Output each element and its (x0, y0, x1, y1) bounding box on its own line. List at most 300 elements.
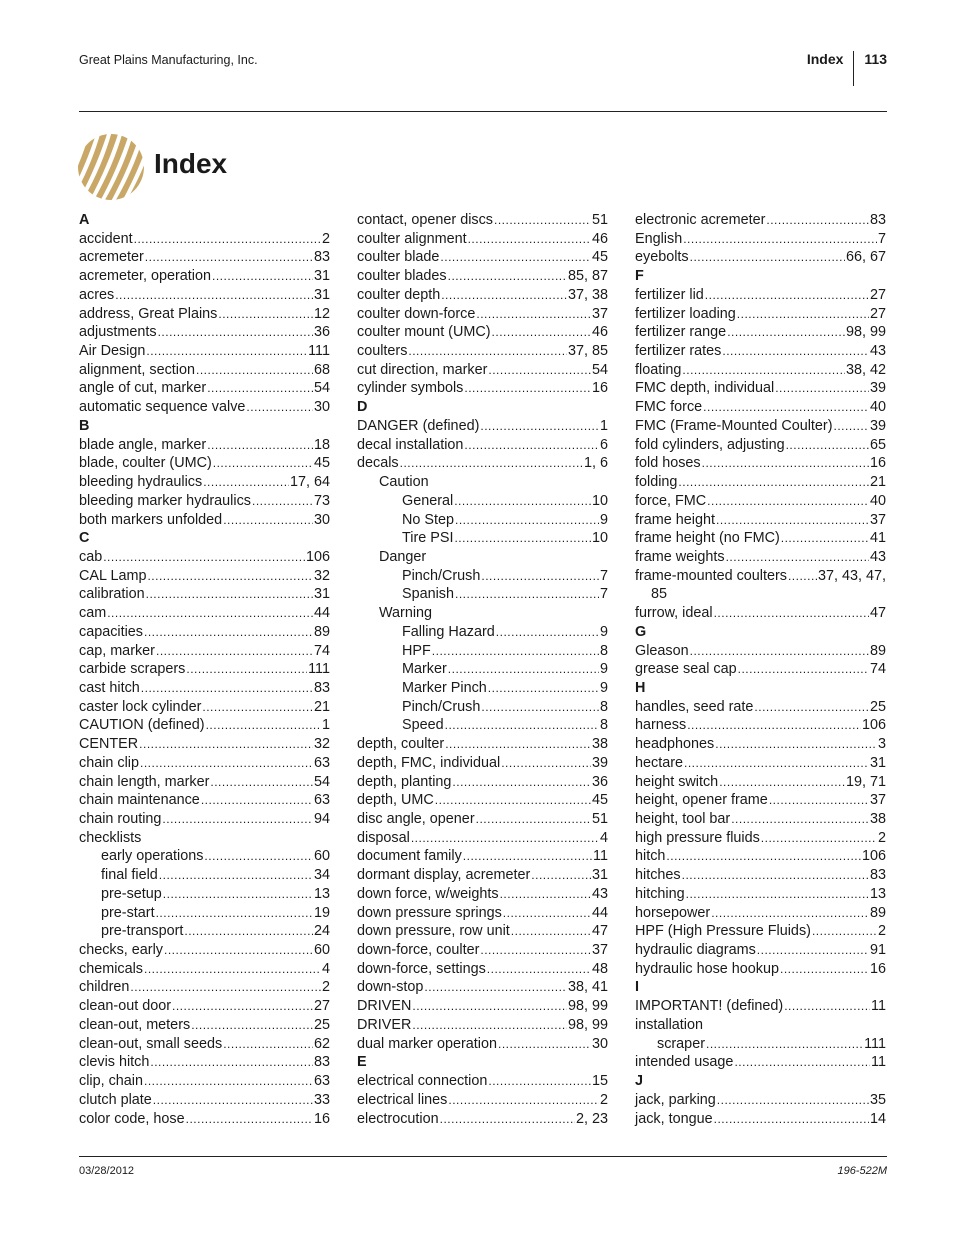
index-entry (357, 323, 608, 342)
index-entry (635, 941, 886, 960)
index-term: dormant display, acremeter (357, 867, 531, 884)
index-term: clevis hitch (79, 1054, 150, 1071)
index-page-ref: 19, 71 (845, 773, 886, 790)
index-term: chain clip (79, 754, 139, 771)
index-page-ref: 16 (591, 380, 608, 397)
index-entry (79, 305, 330, 324)
index-entry (635, 997, 886, 1016)
dot-leader (722, 342, 869, 361)
index-entry (357, 660, 608, 679)
index-term: clutch plate (79, 1091, 152, 1108)
index-entry (635, 398, 886, 417)
index-letter-heading: E (357, 1054, 367, 1071)
dot-leader (163, 885, 313, 904)
index-page-ref: 45 (591, 792, 608, 809)
index-page-ref: 37 (869, 792, 886, 809)
dot-leader (130, 978, 321, 997)
dot-leader (223, 1035, 313, 1054)
dot-leader (481, 567, 599, 586)
index-page-ref: 44 (591, 904, 608, 921)
index-entry (357, 716, 608, 735)
index-page-ref: 47 (591, 923, 608, 940)
dot-leader (757, 941, 869, 960)
index-entry (357, 436, 608, 455)
index-page-ref: 37, 43, 47, (817, 567, 886, 584)
index-column-2 (357, 211, 608, 1128)
index-letter-heading: B (79, 417, 90, 434)
index-entry (357, 379, 608, 398)
index-entry (79, 735, 330, 754)
header-right (807, 51, 887, 86)
dot-leader (511, 922, 591, 941)
index-entry (79, 810, 330, 829)
index-page-ref: 2 (599, 1091, 608, 1108)
index-page-ref: 8 (599, 642, 608, 659)
dot-leader (400, 454, 583, 473)
index-page-ref: 54 (313, 773, 330, 790)
index-entry (635, 529, 886, 548)
index-entry (357, 698, 608, 717)
index-page-ref: 38 (591, 736, 608, 753)
index-subheading: checklists (79, 829, 142, 846)
index-term: decals (357, 455, 399, 472)
index-term: coulter blades (357, 268, 447, 285)
index-page-ref: 9 (599, 661, 608, 678)
index-entry (635, 922, 886, 941)
index-entry (357, 585, 608, 604)
index-entry (79, 1072, 330, 1091)
index-entry (79, 716, 330, 735)
index-entry (79, 1016, 330, 1035)
index-entry (357, 511, 608, 530)
index-page-ref: 2 (321, 230, 330, 247)
index-term: clip, chain (79, 1073, 143, 1090)
dot-leader (252, 492, 313, 511)
dot-leader (754, 698, 869, 717)
great-plains-logo-icon (77, 133, 145, 201)
dot-leader (186, 660, 307, 679)
index-entry (79, 679, 330, 698)
index-term: bleeding marker hydraulics (79, 492, 251, 509)
index-column-1 (79, 211, 330, 1128)
index-page-ref: 2, 23 (575, 1110, 608, 1127)
index-entry (635, 230, 886, 249)
index-page-ref: 39 (591, 754, 608, 771)
index-entry (357, 492, 608, 511)
index-entry (79, 1091, 330, 1110)
index-term: coulters (357, 343, 408, 360)
index-term: frame height (no FMC) (635, 530, 780, 547)
index-page-ref: 46 (591, 324, 608, 341)
index-term: address, Great Plains (79, 305, 218, 322)
dot-leader (411, 829, 599, 848)
index-page-ref: 63 (313, 1073, 330, 1090)
index-entry (635, 866, 886, 885)
index-term: alignment, section (79, 361, 195, 378)
dot-leader (476, 305, 591, 324)
index-page-ref: 4 (321, 960, 330, 977)
index-term: pre-setup (101, 885, 162, 902)
index-entry (635, 698, 886, 717)
dot-leader (223, 511, 313, 530)
index-term: decal installation (357, 436, 464, 453)
dot-leader (464, 436, 599, 455)
index-entry (635, 323, 886, 342)
index-term: frame-mounted coulters (635, 567, 787, 584)
index-entry (357, 361, 608, 380)
index-page-ref: 7 (599, 567, 608, 584)
dot-leader (731, 810, 869, 829)
index-entry (635, 454, 886, 473)
dot-leader (727, 323, 845, 342)
index-entry (79, 866, 330, 885)
index-entry (79, 567, 330, 586)
dot-leader (501, 754, 591, 773)
dot-leader (432, 642, 599, 661)
index-page-ref: 44 (313, 605, 330, 622)
dot-leader (714, 604, 869, 623)
index-page-ref: 46 (591, 230, 608, 247)
index-page-ref: 11 (593, 848, 608, 865)
index-term: cab (79, 548, 103, 565)
index-page-ref: 98, 99 (845, 324, 886, 341)
index-term: height, opener frame (635, 792, 768, 809)
dot-leader (480, 941, 591, 960)
index-entry (635, 548, 886, 567)
index-page-ref: 45 (591, 249, 608, 266)
index-term: capacities (79, 623, 143, 640)
index-page-ref: 37, 85 (567, 343, 608, 360)
index-term: furrow, ideal (635, 605, 713, 622)
index-entry (357, 529, 608, 548)
index-entry (79, 904, 330, 923)
index-page-ref: 37 (869, 511, 886, 528)
index-entry (635, 511, 886, 530)
index-entry (635, 361, 886, 380)
dot-leader (246, 398, 313, 417)
index-entry (79, 997, 330, 1016)
index-term: high pressure fluids (635, 829, 760, 846)
index-entry (79, 960, 330, 979)
index-term: down pressure springs (357, 904, 502, 921)
index-entry (357, 679, 608, 698)
dot-leader (684, 754, 869, 773)
index-term: depth, FMC, individual (357, 754, 501, 771)
index-entry (79, 791, 330, 810)
index-term: hitch (635, 848, 666, 865)
dot-leader (156, 642, 313, 661)
index-page-ref: 11 (871, 998, 886, 1015)
index-term: color code, hose (79, 1110, 185, 1127)
index-page-continuation: 85 (651, 586, 668, 603)
dot-leader (454, 492, 591, 511)
index-term: frame height (635, 511, 715, 528)
dot-leader (492, 323, 591, 342)
index-page-ref: 106 (861, 717, 886, 734)
dot-leader (719, 773, 845, 792)
index-letter-heading: F (635, 268, 644, 285)
index-entry (79, 323, 330, 342)
dot-leader (440, 248, 591, 267)
index-page-ref: 37 (591, 305, 608, 322)
dot-leader (424, 978, 567, 997)
index-entry (357, 791, 608, 810)
index-term: electrical lines (357, 1091, 448, 1108)
index-entry (357, 754, 608, 773)
index-page-ref: 17, 64 (289, 474, 330, 491)
index-letter-heading: I (635, 979, 639, 996)
index-page-ref: 1, 6 (583, 455, 608, 472)
index-entry (357, 417, 608, 436)
dot-leader (213, 454, 313, 473)
index-page-ref: 11 (871, 1054, 886, 1071)
index-entry (357, 960, 608, 979)
index-term: handles, seed rate (635, 698, 754, 715)
index-page-ref: 35 (869, 1091, 886, 1108)
index-term: General (402, 492, 454, 509)
dot-leader (715, 735, 877, 754)
index-page-ref: 10 (591, 530, 608, 547)
index-term: Marker (402, 661, 447, 678)
dot-leader (531, 866, 591, 885)
index-entry (635, 1091, 886, 1110)
index-entry (79, 361, 330, 380)
index-term: height, tool bar (635, 811, 731, 827)
dot-leader (196, 361, 313, 380)
index-term: coulter alignment (357, 230, 467, 247)
index-entry (635, 1053, 886, 1072)
index-term: hitching (635, 885, 685, 902)
index-entry (357, 1091, 608, 1110)
index-entry (357, 1072, 608, 1091)
index-term: fertilizer lid (635, 286, 704, 303)
dot-leader (498, 1035, 591, 1054)
index-entry (357, 642, 608, 661)
index-page-ref: 51 (591, 212, 608, 228)
index-entry (357, 735, 608, 754)
index-term: bleeding hydraulics (79, 474, 203, 491)
index-term: CAL Lamp (79, 567, 147, 584)
index-entry (635, 754, 886, 773)
index-term: hectare (635, 754, 683, 771)
index-entry (635, 492, 886, 511)
index-page-ref: 60 (313, 942, 330, 959)
index-term: hydraulic hose hookup (635, 960, 780, 977)
index-term: children (79, 979, 130, 996)
dot-leader (488, 361, 591, 380)
dot-leader (212, 267, 313, 286)
index-term: CENTER (79, 736, 139, 753)
index-page-ref: 54 (591, 361, 608, 378)
index-term: cap, marker (79, 642, 155, 659)
dot-leader (202, 698, 313, 717)
index-entry (635, 829, 886, 848)
index-page-ref: 47 (869, 605, 886, 622)
index-term: electrocution (357, 1110, 439, 1127)
dot-leader (445, 716, 599, 735)
index-page-ref: 66, 67 (845, 249, 886, 266)
index-term: fold cylinders, adjusting (635, 436, 785, 453)
index-term: IMPORTANT! (defined) (635, 998, 784, 1015)
index-page-ref: 40 (869, 399, 886, 416)
dot-leader (455, 511, 599, 530)
index-page-ref: 8 (599, 717, 608, 734)
dot-leader (140, 754, 313, 773)
index-term: automatic sequence valve (79, 399, 246, 416)
dot-leader (218, 305, 313, 324)
index-entry (79, 978, 330, 997)
dot-leader (207, 379, 313, 398)
index-page-ref: 12 (313, 305, 330, 322)
dot-leader (159, 866, 313, 885)
index-page-ref: 31 (313, 268, 330, 285)
index-page-ref: 18 (313, 436, 330, 453)
dot-leader (448, 267, 567, 286)
index-term: cylinder symbols (357, 380, 464, 397)
dot-leader (734, 1053, 870, 1072)
index-term: disposal (357, 829, 410, 846)
dot-leader (210, 773, 313, 792)
index-entry (635, 436, 886, 455)
index-page-ref: 74 (869, 661, 886, 678)
index-page-ref: 74 (313, 642, 330, 659)
index-page-ref: 37, 38 (567, 286, 608, 303)
index-entry (357, 1016, 608, 1035)
index-term: eyebolts (635, 249, 689, 266)
index-entry (79, 585, 330, 604)
dot-leader (707, 492, 869, 511)
index-entry (357, 305, 608, 324)
index-page-ref: 15 (591, 1073, 608, 1090)
index-entry (635, 735, 886, 754)
index-entry (79, 754, 330, 773)
index-page-ref: 89 (869, 904, 886, 921)
index-term: hydraulic diagrams (635, 942, 756, 959)
index-term: DRIVEN (357, 998, 412, 1015)
index-entry (357, 248, 608, 267)
index-term: clean-out, meters (79, 1016, 191, 1033)
dot-leader (203, 473, 289, 492)
index-term: blade, coulter (UMC) (79, 455, 212, 472)
dot-leader (678, 473, 869, 492)
index-page-ref: 111 (308, 343, 330, 360)
index-term: early operations (101, 848, 204, 865)
dot-leader (705, 286, 869, 305)
index-entry (357, 866, 608, 885)
index-page-ref: 43 (869, 548, 886, 565)
index-page-ref: 24 (313, 923, 330, 940)
index-page-ref: 63 (313, 792, 330, 809)
index-entry (79, 1110, 330, 1129)
index-term: FMC force (635, 399, 703, 416)
index-term: acremeter, operation (79, 268, 211, 285)
dot-leader (191, 1016, 313, 1035)
index-entry (357, 810, 608, 829)
index-term: FMC (Frame-Mounted Coulter) (635, 417, 833, 434)
dot-leader (115, 286, 313, 305)
dot-leader (408, 342, 567, 361)
index-term: electronic acremeter (635, 212, 766, 228)
index-term: pre-transport (101, 923, 184, 940)
header-divider (853, 51, 854, 86)
index-term: carbide scrapers (79, 661, 186, 678)
index-term: grease seal cap (635, 661, 737, 678)
index-entry (357, 211, 608, 230)
dot-leader (435, 791, 591, 810)
index-term: chain routing (79, 811, 162, 827)
dot-leader (738, 660, 869, 679)
index-page-ref: 25 (869, 698, 886, 715)
index-entry (635, 1035, 886, 1054)
index-term: accident (79, 230, 133, 247)
index-term: dual marker operation (357, 1035, 497, 1052)
index-subheading: Caution (379, 474, 429, 491)
dot-leader (448, 1091, 599, 1110)
dot-leader (412, 997, 567, 1016)
dot-leader (686, 885, 869, 904)
index-term: CAUTION (defined) (79, 717, 205, 734)
index-page-ref: 43 (591, 885, 608, 902)
dot-leader (784, 997, 870, 1016)
index-page-ref: 32 (313, 567, 330, 584)
index-term: FMC depth, individual (635, 380, 775, 397)
dot-leader (145, 248, 313, 267)
index-term: down pressure, row unit (357, 923, 510, 940)
index-entry (357, 1110, 608, 1129)
index-entry (357, 230, 608, 249)
page-title: Index (154, 148, 228, 179)
dot-leader (737, 305, 869, 324)
index-entry (635, 379, 886, 398)
index-term: scraper (657, 1035, 705, 1052)
dot-leader (690, 248, 845, 267)
index-term: hitches (635, 867, 681, 884)
dot-leader (158, 323, 313, 342)
index-page-ref: 73 (313, 492, 330, 509)
index-term: coulter blade (357, 249, 440, 266)
index-subheading: Danger (379, 548, 427, 565)
index-entry (357, 267, 608, 286)
index-entry (635, 773, 886, 792)
index-term: Tire PSI (402, 530, 454, 547)
index-page-ref: 34 (313, 867, 330, 884)
index-term: floating (635, 361, 682, 378)
index-page-ref: 106 (861, 848, 886, 865)
index-term: Pinch/Crush (402, 567, 481, 584)
index-term: document family (357, 848, 462, 865)
index-term: Air Design (79, 343, 146, 360)
index-term: blade angle, marker (79, 436, 207, 453)
dot-leader (156, 904, 313, 923)
index-page-ref: 39 (869, 417, 886, 434)
index-entry (79, 1035, 330, 1054)
index-entry (635, 305, 886, 324)
dot-leader (766, 211, 869, 230)
index-term: both markers unfolded (79, 511, 223, 528)
dot-leader (184, 922, 313, 941)
dot-leader (690, 642, 869, 661)
index-page-ref: 7 (877, 230, 886, 247)
index-page-ref: 3 (877, 736, 886, 753)
dot-leader (162, 810, 313, 829)
index-term: intended usage (635, 1054, 734, 1071)
dot-leader (107, 604, 313, 623)
index-entry (357, 567, 608, 586)
index-page-ref: 32 (313, 736, 330, 753)
index-page-ref: 25 (313, 1016, 330, 1033)
index-page-ref: 37 (591, 942, 608, 959)
index-entry (79, 922, 330, 941)
